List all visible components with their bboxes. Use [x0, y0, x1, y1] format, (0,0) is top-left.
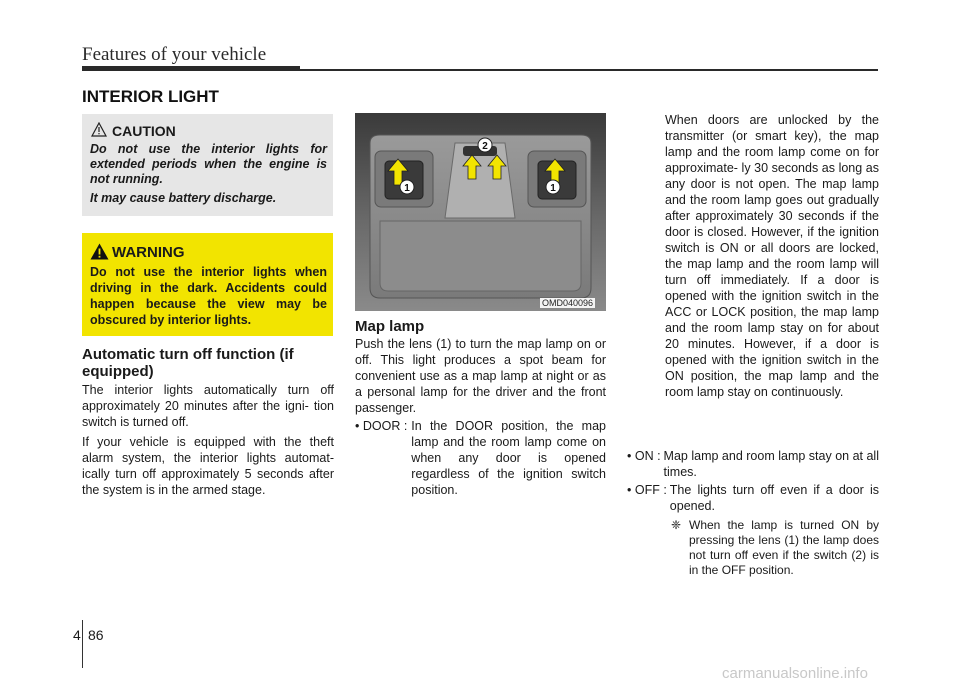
watermark: carmanualsonline.info: [722, 665, 868, 682]
caution-line-2: It may cause battery discharge.: [90, 191, 277, 205]
switch-positions-list: [627, 446, 879, 578]
lamp-note: [627, 518, 879, 578]
figure-label-1-right: 1: [550, 183, 556, 194]
caution-line-1: Do not use the interior lights for extended periods when the engine is not running.: [90, 142, 327, 186]
off-text: The lights turn off even if a door is opened.: [669, 483, 879, 513]
door-continued-text: When doors are unlocked by the transmitter (or smart key), the map lamp and the room lamp come on for approximate- ly 30 seconds as long as any door is not open. The map lamp and the room lamp goes out gradually after approximately 30 seconds if the door is closed. However, if the ignition switch is ON or all doors are locked, the map lamp and the room lamp will turn off immediately. If a door is opened with the ignition switch in the ACC or LOCK position, the map lamp and the room lamp stay on for about 20 minutes. However, if a door is opened with the ignition switch in the ON position, the map lamp and the room lamp stay on continuously.: [665, 113, 879, 399]
on-item: [627, 448, 879, 480]
warning-heading: WARNING: [112, 244, 185, 261]
section-title: INTERIOR LIGHT: [82, 87, 219, 106]
caution-body: [90, 142, 327, 206]
page-header-title: Features of your vehicle: [82, 44, 267, 65]
footer-divider: [82, 620, 83, 668]
caution-box: [82, 114, 333, 216]
figure-label-2: 2: [482, 141, 488, 152]
on-tag: • ON :: [627, 449, 661, 463]
door-text: In the DOOR position, the map lamp and the room lamp come on when any door is opened regardless of the ignition switch position.: [411, 419, 606, 497]
auto-off-text: [82, 382, 334, 498]
note-symbol: ❈: [671, 518, 682, 532]
map-lamp-intro: Push the lens (1) to turn the map lamp on or off. This light produces a spot beam for convenient use as a map lamp at night or as a personal lamp for the driver and the front passenger.: [355, 337, 606, 415]
auto-off-paragraph-1: The interior lights automatically turn off approximately 20 minutes after the igni- tion switch is turned off.: [82, 383, 334, 429]
page-number: 86: [88, 627, 104, 643]
header-rule-thick: [82, 66, 300, 71]
off-tag: • OFF :: [627, 483, 667, 497]
door-item: [355, 418, 606, 498]
auto-off-paragraph-2: If your vehicle is equipped with the theft alarm system, the interior lights automat- ically turn off approximately 5 seconds after the system is in the armed stage.: [82, 435, 334, 497]
warning-box: [82, 233, 333, 336]
auto-off-title: Automatic turn off function (if equipped): [82, 346, 294, 380]
door-tag: • DOOR :: [355, 419, 408, 433]
figure-label-1-left: 1: [404, 183, 410, 194]
note-text: When the lamp is turned ON by pressing the lens (1) the lamp does not turn off even if the switch (2) is in the OFF position.: [689, 518, 879, 577]
header-rule-thin: [300, 69, 878, 71]
map-lamp-text: [355, 336, 606, 498]
on-text: Map lamp and room lamp stay on at all times.: [663, 449, 879, 479]
off-item: [627, 482, 879, 514]
figure-caption: OMD040096: [542, 298, 594, 308]
caution-triangle-icon: [91, 122, 107, 137]
caution-heading: CAUTION: [112, 123, 176, 139]
map-lamp-title: Map lamp: [355, 318, 425, 335]
map-lamp-figure: [355, 113, 606, 311]
warning-body: Do not use the interior lights when driving in the dark. Accidents could happen because the view may be obscured by interior lights.: [90, 265, 327, 327]
chapter-number: 4: [73, 627, 81, 643]
warning-triangle-icon: [90, 243, 109, 260]
